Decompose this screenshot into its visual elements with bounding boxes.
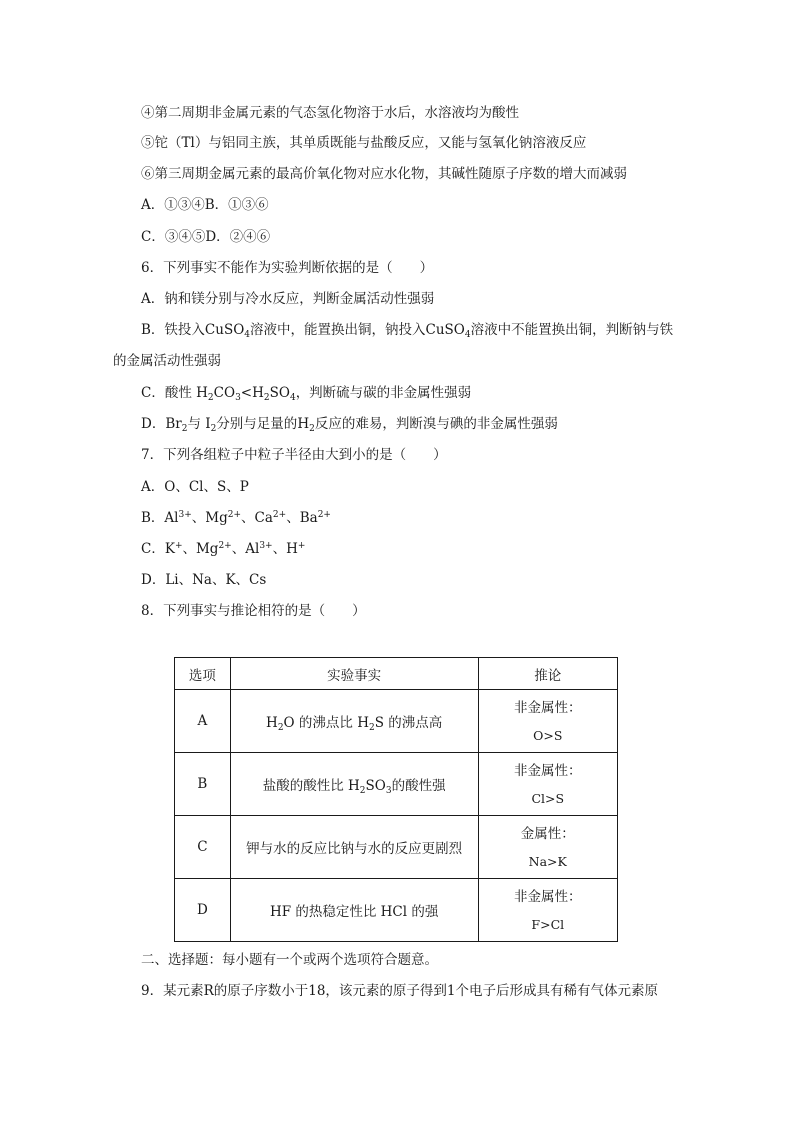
facts-table <box>174 657 618 942</box>
question-8: 8．下列事实与推论相符的是（ ） <box>141 603 366 619</box>
question-7: 7．下列各组粒子中粒子半径由大到小的是（ ） <box>141 447 447 463</box>
row-inference: 金属性： Na>K <box>478 816 617 879</box>
table-row <box>175 879 618 942</box>
row-option: A <box>175 690 231 753</box>
statement-4: ④第二周期非金属元素的气态氢化物溶于水后，水溶液均为酸性 <box>141 105 519 121</box>
row-fact: $H_2O$ 的沸点比 $H_2S$ 的沸点高 <box>230 690 478 753</box>
q6-option-b-continued: 的金属活动性强弱 <box>113 353 221 369</box>
statement-6: ⑥第三周期金属元素的最高价氧化物对应水化物，其碱性随原子序数的增大而减弱 <box>141 166 627 182</box>
row-fact: HF 的热稳定性比 HCl 的强 <box>230 879 478 942</box>
row-inference: 非金属性： O>S <box>478 690 617 753</box>
row-inference: 非金属性： F>Cl <box>478 879 617 942</box>
question-9: 9．某元素R的原子序数小于18，该元素的原子得到1个电子后形成具有稀有气体元素原 <box>141 983 659 999</box>
row-option: B <box>175 753 231 816</box>
header-inference: 推论 <box>478 658 617 690</box>
table-row <box>175 816 618 879</box>
row-option: D <box>175 879 231 942</box>
row-fact: 盐酸的酸性比 $H_2SO_3$的酸性强 <box>230 753 478 816</box>
question-6: 6．下列事实不能作为实验判断依据的是（ ） <box>141 260 434 276</box>
header-fact: 实验事实 <box>230 658 478 690</box>
statement-5: ⑤铊（Tl）与铝同主族，其单质既能与盐酸反应，又能与氢氧化钠溶液反应 <box>141 135 587 151</box>
q7-option-b: B．$Al^{3+}$、$Mg^{2+}$、$Ca^{2+}$、$Ba^{2+}$ <box>141 510 331 526</box>
section-2-heading: 二、选择题：每小题有一个或两个选项符合题意。 <box>141 952 438 968</box>
q7-option-c: C．K+、$Mg^{2+}$、$Al^{3+}$、H+ <box>141 541 306 557</box>
row-fact: 钾与水的反应比钠与水的反应更剧烈 <box>230 816 478 879</box>
q6-option-d: D．$Br_2$与 $I_2$分别与足量的$H_2$反应的难易，判断溴与碘的非金属性强弱 <box>141 416 558 434</box>
q6-option-a: A．钠和镁分别与冷水反应，判断金属活动性强弱 <box>141 291 435 307</box>
q7-option-a: A．O、Cl、S、P <box>141 479 249 495</box>
q7-option-d: D．Li、Na、K、Cs <box>141 572 267 588</box>
q6-option-c: C．酸性 $H_2CO_3<H_2SO_4$，判断硫与碳的非金属性强弱 <box>141 385 472 403</box>
table-row <box>175 753 618 816</box>
options-c-d: C．③④⑤D．②④⑥ <box>141 229 271 245</box>
options-a-b: A．①③④B．①③⑥ <box>141 197 269 213</box>
header-option: 选项 <box>175 658 231 690</box>
row-inference: 非金属性： Cl>S <box>478 753 617 816</box>
q6-option-b: B．铁投入CuSO$_4$溶液中，能置换出铜，钠投入CuSO$_4$溶液中不能置换出铜，判断钠与铁 <box>141 322 674 340</box>
table-header-row <box>175 658 618 690</box>
row-option: C <box>175 816 231 879</box>
table-row <box>175 690 618 753</box>
